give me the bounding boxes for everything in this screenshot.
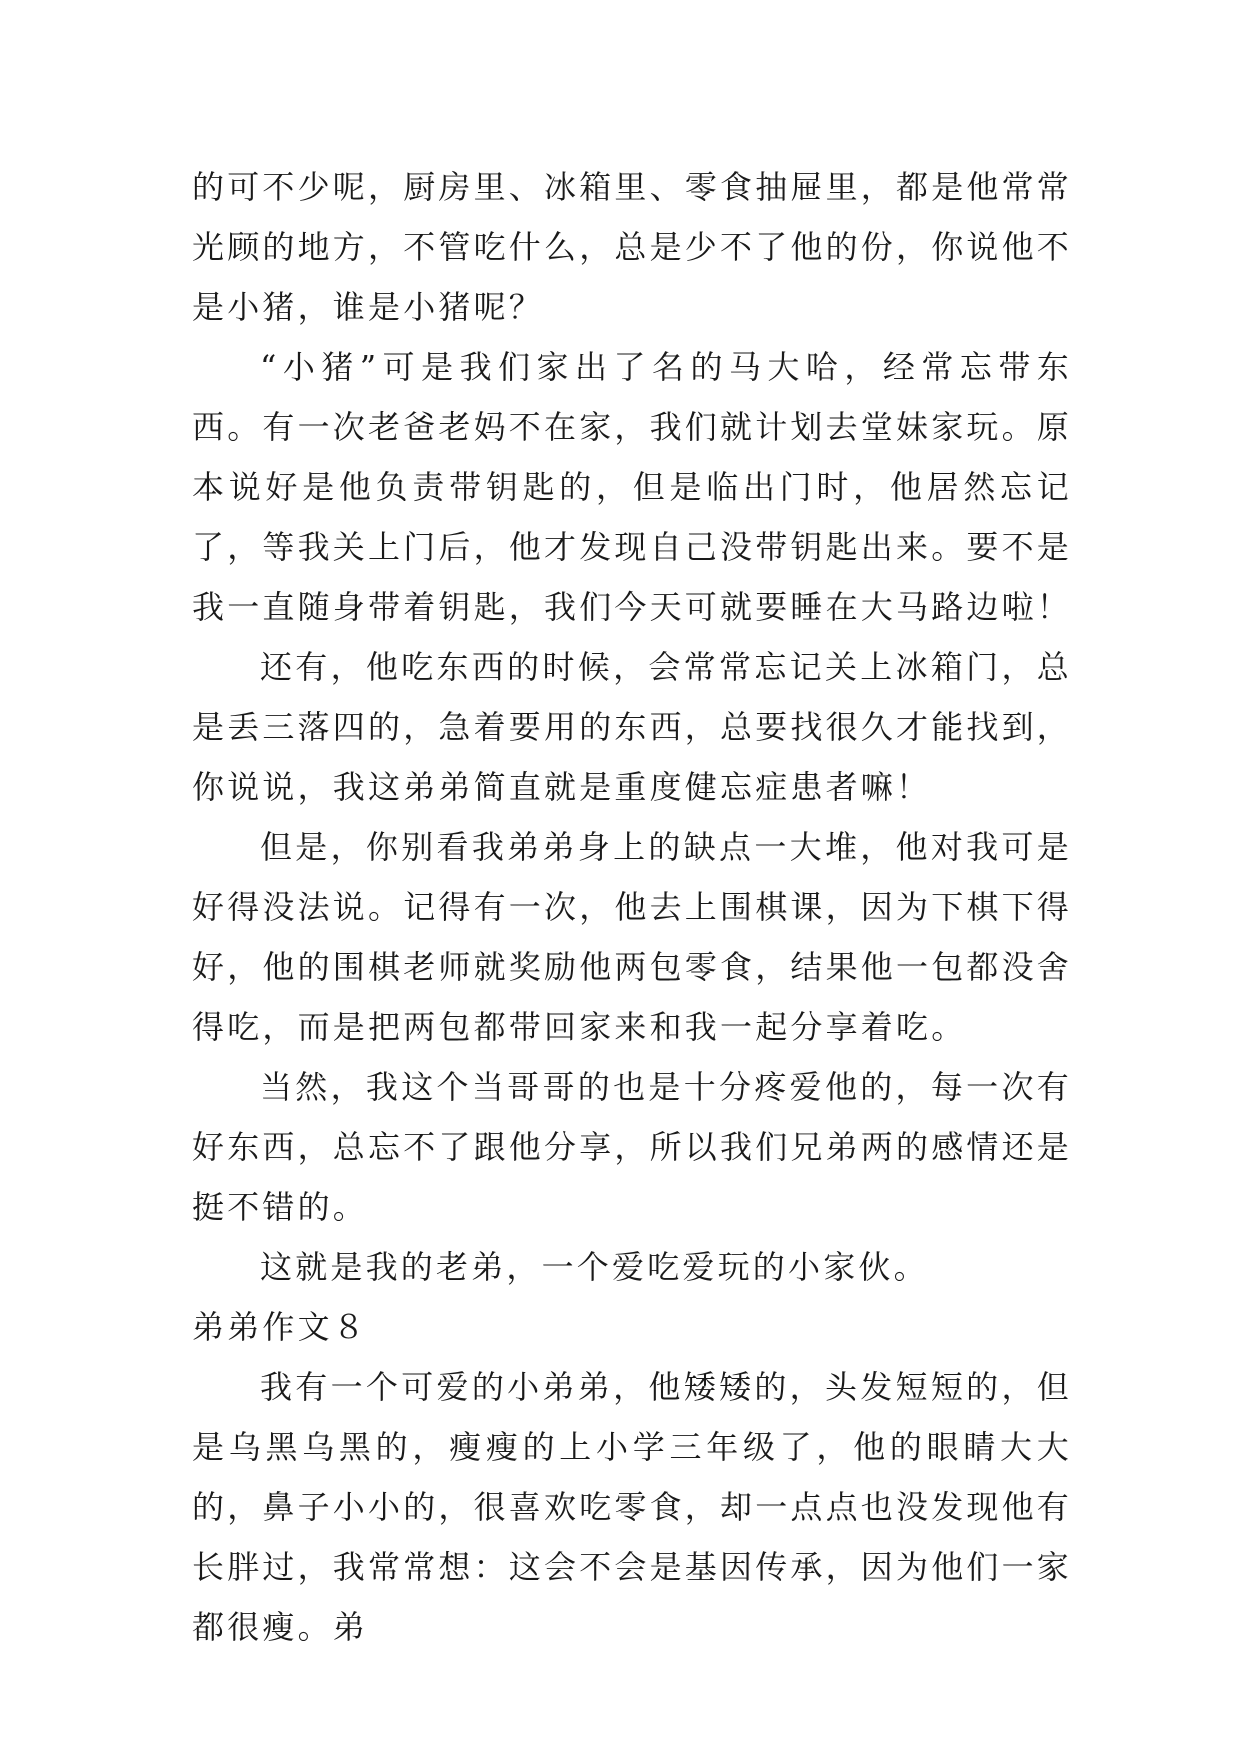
- paragraph-5: 当然，我这个当哥哥的也是十分疼爱他的，每一次有好东西，总忘不了跟他分享，所以我们兄弟两的感情还是挺不错的。: [192, 1068, 1073, 1226]
- paragraph-7: 我有一个可爱的小弟弟，他矮矮的，头发短短的，但是乌黑乌黑的，瘦瘦的上小学三年级了，他的眼睛大大的，鼻子小小的，很喜欢吃零食，却一点点也没发现他有长胖过，我常常想：这会不会是基因传承，因为他们一家都很瘦。弟: [192, 1368, 1073, 1646]
- paragraph-6: 这就是我的老弟，一个爱吃爱玩的小家伙。: [260, 1248, 929, 1286]
- paragraph-3: 还有，他吃东西的时候，会常常忘记关上冰箱门，总是丢三落四的，急着要用的东西，总要找很久才能找到，你说说，我这弟弟简直就是重度健忘症患者嘛！: [192, 648, 1073, 806]
- paragraph-4: 但是，你别看我弟弟身上的缺点一大堆，他对我可是好得没法说。记得有一次，他去上围棋课，因为下棋下得好，他的围棋老师就奖励他两包零食，结果他一包都没舍得吃，而是把两包都带回家来和我一起分享着吃。: [192, 828, 1073, 1046]
- paragraph-2: “小猪”可是我们家出了名的马大哈，经常忘带东西。有一次老爸老妈不在家，我们就计划去堂妹家玩。原本说好是他负责带钥匙的，但是临出门时，他居然忘记了，等我关上门后，他才发现自己没带钥匙出来。要不是我一直随身带着钥匙，我们今天可就要睡在大马路边啦！: [192, 348, 1073, 626]
- paragraph-1: 的可不少呢，厨房里、冰箱里、零食抽屉里，都是他常常光顾的地方，不管吃什么，总是少不了他的份，你说他不是小猪，谁是小猪呢？: [192, 168, 1073, 326]
- document-body: [192, 157, 1072, 1657]
- section-title: 弟弟作文８: [192, 1308, 369, 1346]
